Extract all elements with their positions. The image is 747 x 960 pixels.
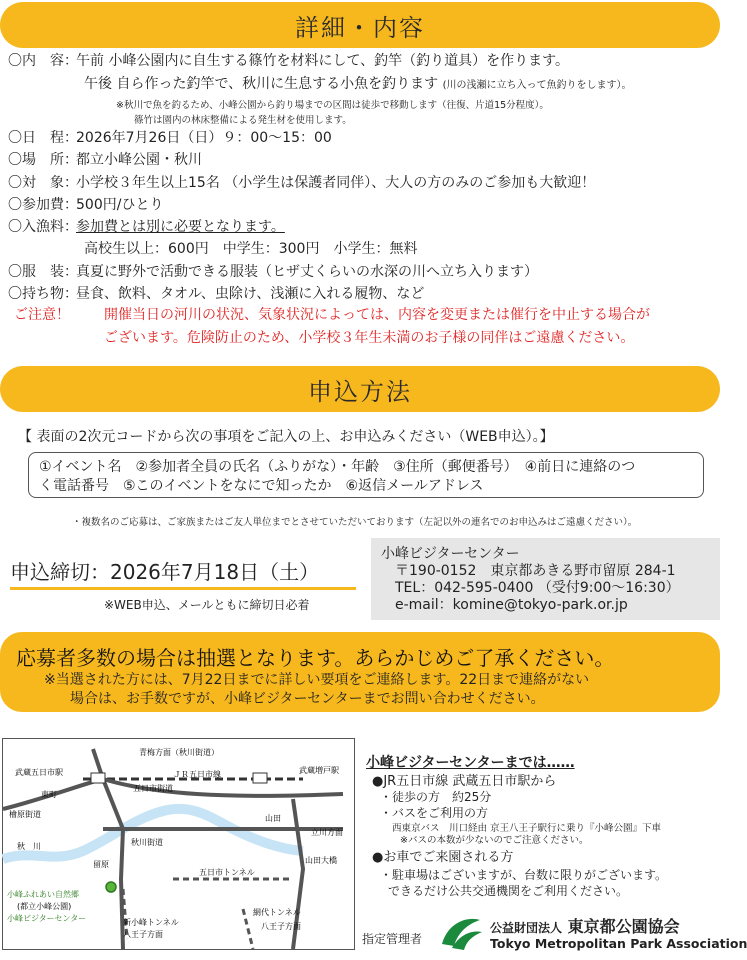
map-label-jr-line: ＪＲ五日市線	[173, 770, 221, 779]
contact-tel: TEL：042-595-0400 （受付9:00～16:30）	[395, 580, 680, 596]
station-icon	[91, 773, 105, 783]
station-icon	[253, 773, 267, 783]
park-association-logo-icon	[438, 912, 484, 952]
fee-row: 〇参加費：500円/ひとり	[8, 197, 164, 213]
contact-name: 小峰ビジターセンター	[381, 546, 520, 562]
content-note1: ※秋川で魚を釣るため、小峰公園から釣り場までの区間は徒歩で移動します（往復、片道15分程度）。	[116, 100, 549, 111]
lottery-line1: ※当選された方には、7月22日までに詳しい要項をご連絡します。22日まで連絡がない	[44, 672, 590, 688]
park-marker-icon	[106, 882, 116, 892]
access-bus-detail: 西東京バス 川口経由 京王八王子駅行に乗り『小峰公園』下車	[392, 823, 662, 834]
map-label-hachioji2: 八王子方面	[261, 922, 301, 931]
map-label-akigawa: 秋 川	[17, 842, 41, 851]
access-parking2: できるだけ公共交通機関をご利用ください。	[388, 884, 629, 898]
access-parking1: ・駐車場はございますが、台数に限りがございます。	[380, 868, 668, 882]
map-label-tachikawa: 立川方面	[311, 828, 343, 837]
map-label-tunnel: 五日市トンネル	[199, 868, 255, 877]
contact-box	[371, 538, 720, 620]
map-label-yamada-bridge: 山田大橋	[305, 856, 337, 865]
map-label-hachioji1: 八王子方面	[123, 930, 163, 939]
target-row: 〇対 象：小学校３年生以上15名 （小学生は保護者同伴）、大人の方のみのご参加も大歓迎！	[8, 175, 596, 191]
access-jr: ●JR五日市線 武蔵五日市駅から	[372, 774, 557, 789]
apply-heading-band	[0, 366, 720, 412]
map-label-tomehara: 留原	[93, 860, 109, 869]
caution-line1: 開催当日の河川の状況、気象状況によっては、内容を変更または催行を中止する場合が	[104, 307, 650, 323]
multi-application-note: ・複数名のご応募は、ご家族またはご友人単位までとさせていただいております（左記以外の連名でのお申込みはご遠慮ください）。	[72, 517, 638, 528]
map-label-yamada: 山田	[265, 814, 281, 823]
contact-address: 〒190-0152 東京都あきる野市留原 284-1	[395, 563, 676, 579]
map-label-oume: 青梅方面（秋川街道）	[139, 748, 219, 757]
apply-items-box	[28, 452, 704, 498]
access-bus: ・バスをご利用の方	[380, 806, 489, 820]
map-label-shin-komine: 新小峰トンネル	[123, 918, 179, 927]
content-row: 〇内 容：午前 小峰公園内に自生する篠竹を材料にして、釣竿（釣り道具）を作ります。	[8, 53, 570, 69]
map-label-higashimachi: 東町	[41, 790, 57, 799]
access-bus-note: ※バスの本数が少ないのでご注意ください。	[400, 835, 589, 846]
access-title: 小峰ビジターセンターまでは……	[366, 755, 575, 771]
map-label-park2: (都立小峰公園)	[17, 902, 72, 911]
clothing-row: 〇服 装：真夏に野外で活動できる服装（ヒザ丈くらいの水深の川へ立ち入ります）	[8, 264, 538, 280]
map-label-musashi-station: 武蔵五日市駅	[15, 768, 63, 777]
date-row: 〇日 程：2026年7月26日（日）９：00～15：00	[8, 130, 332, 146]
access-map	[2, 738, 355, 950]
org-name-jp	[490, 914, 680, 937]
access-car: ●お車でご来園される方	[372, 850, 514, 865]
apply-heading: 申込方法	[308, 377, 412, 406]
lottery-band	[0, 632, 720, 712]
manager-label: 指定管理者	[362, 932, 423, 946]
caution-label: ご注意！	[14, 307, 70, 323]
deadline-note: ※WEB申込、メールともに締切日必着	[104, 598, 310, 612]
map-label-amiyo: 網代トンネル	[253, 908, 301, 917]
details-heading-band	[0, 2, 720, 48]
caution-line2: ございます。危険防止のため、小学校３年生未満のお子様の同伴はご遠慮ください。	[104, 330, 635, 346]
fishing-row: 〇入漁料：参加費とは別に必要となります。	[8, 219, 285, 235]
fishing-prices: 高校生以上：600円 中学生：300円 小学生：無料	[84, 241, 418, 257]
org-prefix: 公益財団法人	[490, 921, 563, 935]
org-name-en: Tokyo Metropolitan Park Association	[490, 936, 747, 951]
map-label-park1: 小峰ふれあい自然郷	[7, 890, 79, 899]
org-name: 東京都公園協会	[567, 917, 680, 936]
content-line2: 午後 自ら作った釣竿で、秋川に生息する小魚を釣ります (川の浅瀬に立ち入って魚釣りをします）。	[84, 76, 632, 92]
place-row: 〇場 所：都立小峰公園・秋川	[8, 152, 202, 168]
map-label-hinohara: 檜原街道	[9, 810, 41, 819]
map-label-akigawa-road: 秋川街道	[131, 838, 163, 847]
apply-intro: 【 表面の2次元コードから次の事項をご記入の上、お申込みください（WEB申込）。】	[18, 429, 554, 445]
deadline: 申込締切：2026年7月18日（土）	[10, 556, 356, 590]
tunnel-line	[243, 909, 253, 949]
map-label-visitor-center: 小峰ビジターセンター	[7, 914, 87, 923]
lottery-line2: 場合は、お手数ですが、小峰ビジターセンターまでお問い合わせください。	[70, 691, 545, 707]
map-label-musashi-masuko: 武蔵増戸駅	[299, 766, 339, 775]
items-row: 〇持ち物：昼食、飲料、タオル、虫除け、浅瀬に入れる履物、など	[8, 286, 425, 302]
river-line	[3, 809, 303, 859]
access-walk: ・徒歩の方 約25分	[380, 790, 492, 804]
map-graphic	[3, 739, 356, 951]
apply-items-line2: く電話番号 ⑤このイベントをなにで知ったか ⑥返信メールアドレス	[39, 478, 484, 494]
details-heading: 詳細・内容	[295, 13, 425, 42]
apply-items-line1: ①イベント名 ②参加者全員の氏名（ふりがな）・年齢 ③住所（郵便番号） ④前日に連絡のつ	[39, 459, 636, 475]
lottery-head: 応募者多数の場合は抽選となります。あらかじめご了承ください。	[16, 646, 615, 670]
map-label-itsukaichi-road: 五日市街道	[133, 784, 173, 793]
content-note2: 篠竹は園内の林床整備による発生材を使用します。	[134, 115, 352, 126]
contact-email: e-mail：komine@tokyo-park.or.jp	[395, 597, 628, 613]
